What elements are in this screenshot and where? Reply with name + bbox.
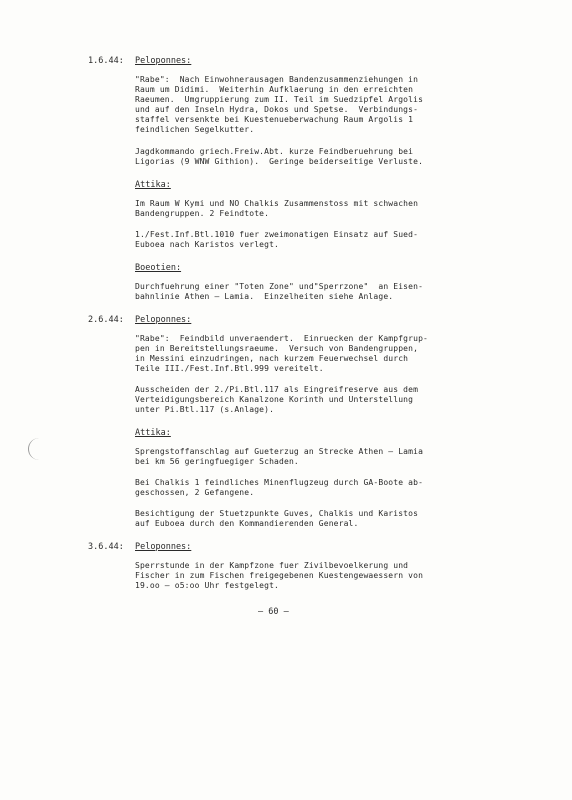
text-line: Ligorias (9 WNW Githion). Geringe beiderseitige Verluste.	[135, 157, 424, 166]
section-heading: Attika:	[135, 428, 171, 438]
text-line: auf Euboea durch den Kommandierenden General.	[135, 519, 359, 528]
text-line: Im Raum W Kymi und NO Chalkis Zusammenstoss mit schwachen	[135, 199, 419, 208]
text-line: feindlichen Segelkutter.	[135, 125, 255, 134]
text-line: staffel versenkte bei Kuestenueberwachung Raum Argolis 1	[135, 115, 414, 124]
section-heading: Attika:	[135, 180, 171, 190]
text-line: Euboea nach Karistos verlegt.	[135, 240, 280, 249]
text-line: Fischer in zum Fischen freigegebenen Kuestengewaessern von	[135, 571, 424, 580]
text-line: Jagdkommando griech.Freiw.Abt. kurze Feindberuehrung bei	[135, 147, 414, 156]
text-line: geschossen, 2 Gefangene.	[135, 488, 255, 497]
text-line: 1./Fest.Inf.Btl.1010 fuer zweimonatigen Einsatz auf Sued-	[135, 230, 419, 239]
entry-date: 2.6.44:	[88, 315, 124, 325]
section-heading: Boeotien:	[135, 263, 182, 273]
text-line: bei km 56 geringfuegiger Schaden.	[135, 457, 299, 466]
section-heading: Peloponnes:	[135, 315, 192, 325]
entry-date: 1.6.44:	[88, 56, 124, 66]
text-line: pen in Bereitstellungsraeume. Versuch von Bandengruppen,	[135, 344, 419, 353]
text-line: "Rabe": Feindbild unveraendert. Einruecken der Kampfgrup-	[135, 334, 429, 343]
text-line: Verteidigungsbereich Kanalzone Korinth und Unterstellung	[135, 395, 414, 404]
text-line: Bandengruppen. 2 Feindtote.	[135, 209, 270, 218]
punch-hole-mark	[28, 438, 41, 460]
text-line: in Messini einzudringen, nach kurzem Feuerwechsel durch	[135, 354, 409, 363]
text-line: Durchfuehrung einer "Toten Zone" und"Sperrzone" an Eisen-	[135, 282, 424, 291]
text-line: bahnlinie Athen – Lamia. Einzelheiten siehe Anlage.	[135, 292, 394, 301]
text-line: Raeumen. Umgruppierung zum II. Teil im Suedzipfel Argolis	[135, 95, 424, 104]
section-heading: Peloponnes:	[135, 542, 192, 552]
section-heading: Peloponnes:	[135, 56, 192, 66]
text-line: Ausscheiden der 2./Pi.Btl.117 als Eingreifreserve aus dem	[135, 385, 419, 394]
text-line: Sperrstunde in der Kampfzone fuer Zivilbevoelkerung und	[135, 561, 409, 570]
text-line: Bei Chalkis 1 feindliches Minenflugzeug durch GA-Boote ab-	[135, 478, 424, 487]
page-number: – 60 –	[258, 607, 289, 617]
text-line: "Rabe": Nach Einwohnerausagen Bandenzusammenziehungen in	[135, 75, 419, 84]
text-line: Teile III./Fest.Inf.Btl.999 vereitelt.	[135, 364, 324, 373]
entry-date: 3.6.44:	[88, 542, 124, 552]
text-line: 19.oo – o5:oo Uhr festgelegt.	[135, 581, 280, 590]
text-line: Sprengstoffanschlag auf Gueterzug an Strecke Athen – Lamia	[135, 447, 424, 456]
text-line: und auf den Inseln Hydra, Dokos und Spetse. Verbindungs-	[135, 105, 419, 114]
text-line: Besichtigung der Stuetzpunkte Guves, Chalkis und Karistos	[135, 509, 419, 518]
text-line: Raum um Didimi. Weiterhin Aufklaerung in den erreichten	[135, 85, 414, 94]
text-line: unter Pi.Btl.117 (s.Anlage).	[135, 405, 275, 414]
